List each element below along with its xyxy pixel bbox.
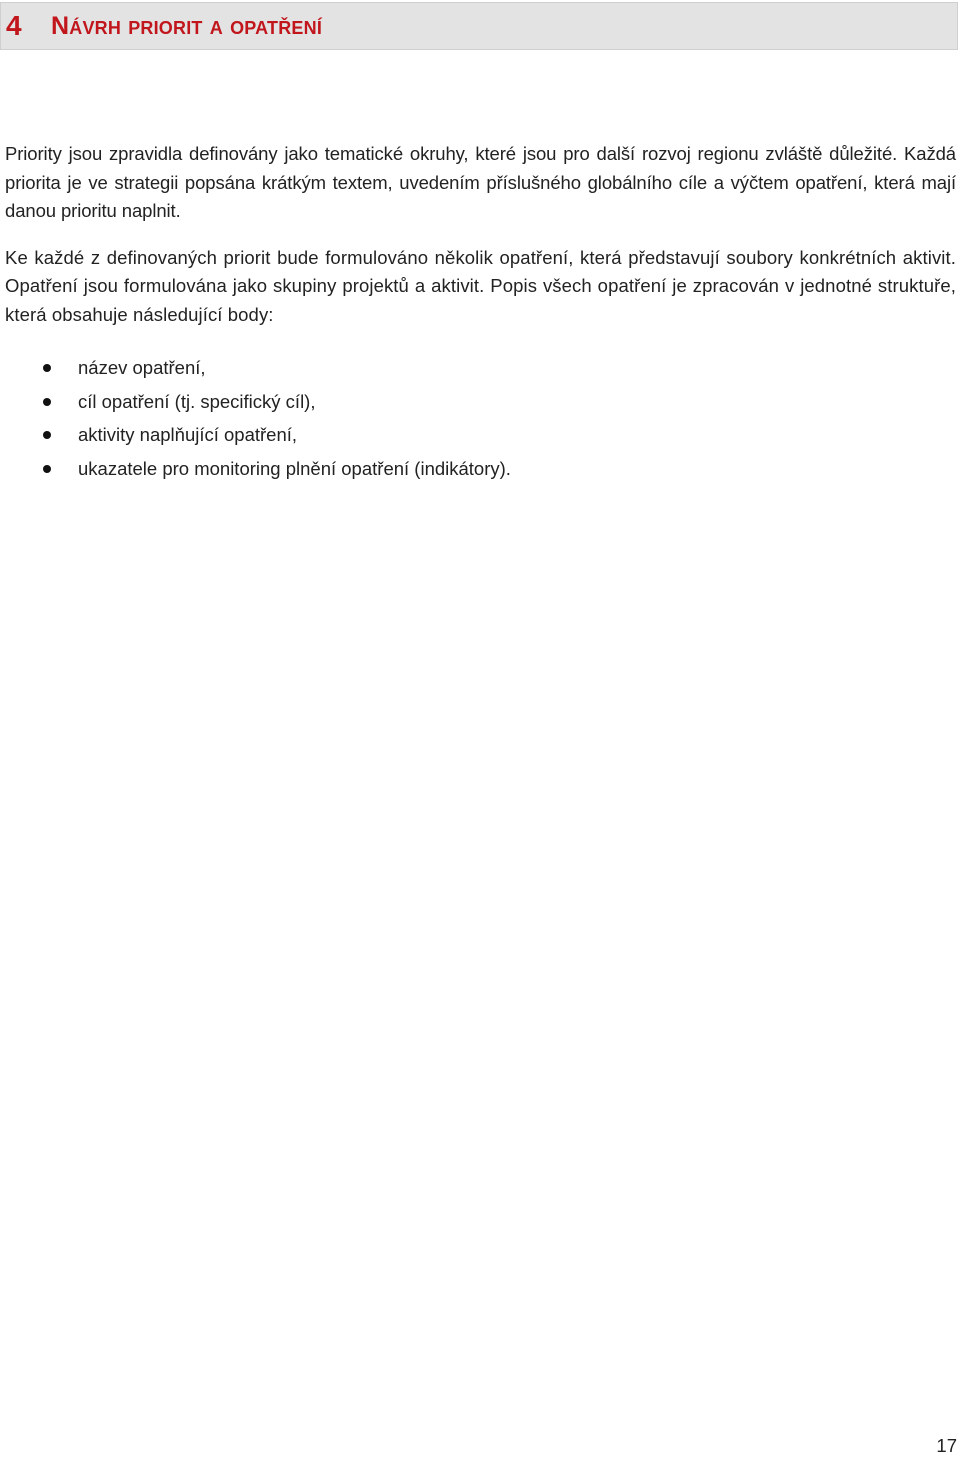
bullet-icon <box>43 431 51 439</box>
bullet-icon <box>43 364 51 372</box>
section-body <box>5 140 956 485</box>
section-number: 4 <box>6 10 22 41</box>
list-item <box>5 452 956 486</box>
list-item-text: aktivity naplňující opatření, <box>78 424 298 445</box>
section-title: Návrh priorit a opatření <box>51 11 323 40</box>
paragraph-measures: Ke každé z definovaných priorit bude formulováno několik opatření, která představují soubory konkrétních aktivit. Opatření jsou formulována jako skupiny projektů a aktivit. Popis všech opatření je zpracován v jednotné struktuře, která obsahuje následující body: <box>5 246 956 325</box>
list-item <box>5 418 956 452</box>
page-number: 17 <box>936 1435 957 1456</box>
list-item <box>5 351 956 385</box>
bullet-icon <box>43 398 51 406</box>
paragraph-priorities: Priority jsou zpravidla definovány jako tematické okruhy, které jsou pro další rozvoj regionu zvláště důležité. Každá priorita je ve strategii popsána krátkým textem, uvedením příslušného globálního cíle a výčtem opatření, která mají danou prioritu naplnit. <box>5 143 956 221</box>
list-item <box>5 385 956 419</box>
section-heading <box>0 2 958 50</box>
list-item-text: cíl opatření (tj. specifický cíl), <box>78 390 316 412</box>
list-item-text: ukazatele pro monitoring plnění opatření (indikátory). <box>78 457 511 479</box>
measure-structure-list <box>5 351 956 485</box>
list-item-text: název opatření, <box>78 357 206 378</box>
bullet-icon <box>43 465 51 473</box>
